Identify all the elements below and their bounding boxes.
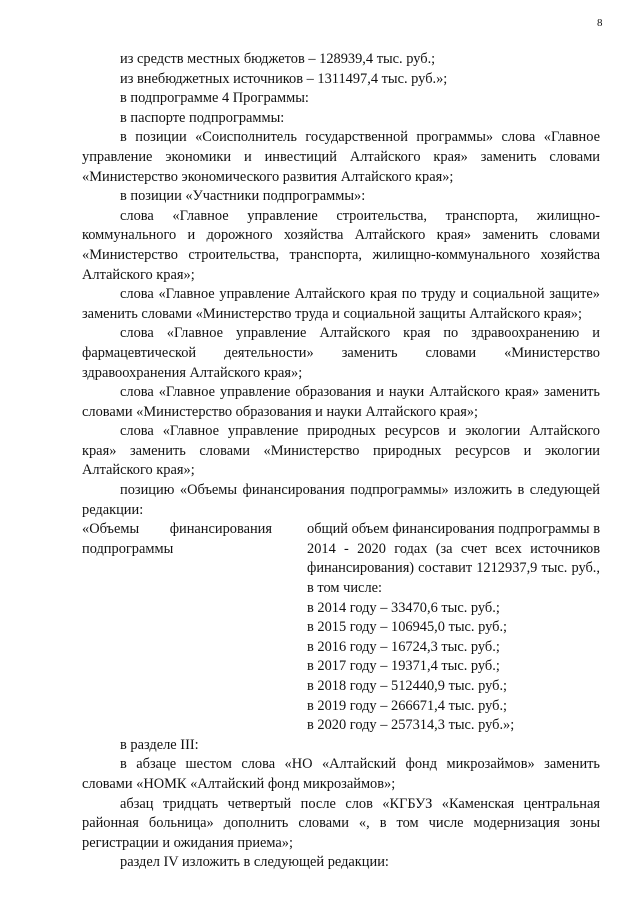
paragraph: в паспорте подпрограммы: xyxy=(120,109,285,126)
paragraph: в подпрограмме 4 Программы: xyxy=(120,90,309,107)
paragraph: абзац тридцать четвертый после слов «КГБУЗ «Каменская центральная районная больница» дополнить словами «, в том числе модернизация зоны регистрации и ожидания приема»; xyxy=(82,795,600,851)
paragraph: слова «Главное управление строительства, транспорта, жилищно-коммунального и дорожного хозяйства Алтайского края» заменить словами «Министерство строительства, транспорта, жилищно-коммунального хозяйства Алтайского края»; xyxy=(82,207,600,283)
paragraph: слова «Главное управление Алтайского края по здравоохранению и фармацевтической деятельности» заменить словами «Министерство здравоохранения Алтайского края»; xyxy=(82,325,600,381)
paragraph: слова «Главное управление образования и науки Алтайского края» заменить словами «Министерство образования и науки Алтайского края»; xyxy=(82,384,600,420)
financing-year-line: в 2020 году – 257314,3 тыс. руб.»; xyxy=(307,717,515,734)
document-body xyxy=(82,50,600,873)
financing-content xyxy=(307,520,600,736)
financing-year-line: в 2017 году – 19371,4 тыс. руб.; xyxy=(307,658,500,675)
paragraph: раздел IV изложить в следующей редакции: xyxy=(120,854,389,871)
financing-label-line: подпрограммы xyxy=(82,540,174,557)
financing-year-line: в 2018 году – 512440,9 тыс. руб.; xyxy=(307,678,508,694)
paragraph: в позиции «Участники подпрограммы»: xyxy=(120,188,366,205)
paragraph: из внебюджетных источников – 1311497,4 тыс. руб.»; xyxy=(120,70,448,87)
financing-intro: общий объем финансирования подпрограммы в 2014 - 2020 годах (за счет всех источников финансирования) составит 1212937,9 тыс. руб., в том числе: xyxy=(307,521,600,597)
page-number: 8 xyxy=(597,17,603,29)
paragraph: в абзаце шестом слова «НО «Алтайский фонд микрозаймов» заменить словами «НОМК «Алтайский фонд микрозаймов»; xyxy=(82,756,600,792)
paragraph: из средств местных бюджетов – 128939,4 тыс. руб.; xyxy=(120,51,436,67)
financing-table xyxy=(82,520,600,736)
paragraph: в разделе III: xyxy=(120,736,199,753)
paragraph: слова «Главное управление Алтайского края по труду и социальной защите» заменить словами «Министерство труда и социальной защиты Алтайского края»; xyxy=(82,286,600,322)
financing-year-line: в 2019 году – 266671,4 тыс. руб.; xyxy=(307,697,508,714)
financing-label xyxy=(82,520,272,736)
financing-year-line: в 2014 году – 33470,6 тыс. руб.; xyxy=(307,599,500,616)
paragraph: слова «Главное управление природных ресурсов и экологии Алтайского края» заменить словами «Министерство природных ресурсов и экологии Алтайского края»; xyxy=(82,423,600,479)
financing-year-line: в 2015 году – 106945,0 тыс. руб.; xyxy=(307,619,508,636)
financing-label-line: «Объемы финансирования xyxy=(82,521,272,538)
paragraph: позицию «Объемы финансирования подпрограммы» изложить в следующей редакции: xyxy=(82,482,600,518)
financing-year-line: в 2016 году – 16724,3 тыс. руб.; xyxy=(307,638,500,655)
paragraph: в позиции «Соисполнитель государственной программы» слова «Главное управление экономики и инвестиций Алтайского края» заменить словами «Министерство экономического развития Алтайского края»; xyxy=(82,129,600,185)
